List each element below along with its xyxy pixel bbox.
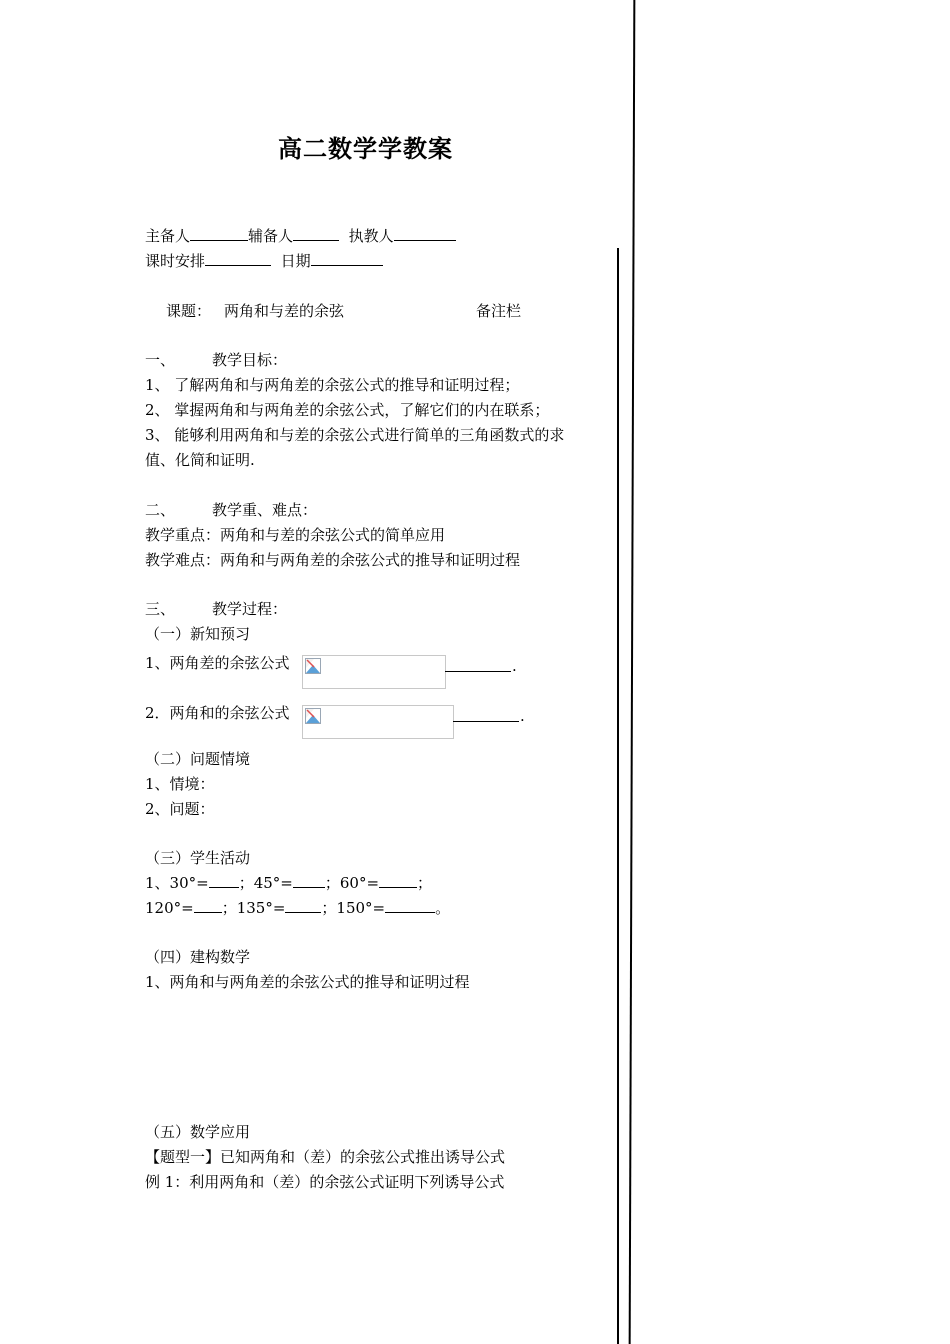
section-2-num: 二、 bbox=[145, 501, 176, 519]
objective-item: 3、 能够利用两角和与差的余弦公式进行简单的三角函数式的求 bbox=[145, 426, 565, 444]
broken-image-icon bbox=[305, 658, 321, 674]
formula-1-end: . bbox=[512, 657, 517, 675]
activity-row-2: 120°= ；135°= ；150°= 。 bbox=[145, 899, 451, 917]
teacher-blank[interactable] bbox=[394, 226, 456, 241]
section-1-heading: 教学目标： bbox=[212, 351, 288, 369]
assistant-preparer-blank[interactable] bbox=[293, 226, 339, 241]
page-edge-line bbox=[629, 0, 635, 1344]
answer-blank[interactable] bbox=[285, 898, 321, 913]
part-5-title: （五）数学应用 bbox=[145, 1123, 251, 1141]
header-line-2 bbox=[145, 251, 383, 271]
part-3-title: （三）学生活动 bbox=[145, 849, 251, 867]
objective-item: 2、 掌握两角和与两角差的余弦公式，了解它们的内在联系； bbox=[145, 401, 550, 419]
formula-2-blank[interactable] bbox=[453, 706, 519, 722]
objective-item: 值、化简和证明. bbox=[145, 451, 255, 469]
date-blank[interactable] bbox=[311, 251, 383, 266]
part-4-title: （四）建构数学 bbox=[145, 948, 251, 966]
activity-row-1: 1、30°= ；45°= ；60°= ； bbox=[145, 874, 433, 892]
schedule-label: 课时安排 bbox=[145, 252, 206, 270]
teacher-label: 执教人 bbox=[348, 227, 394, 245]
answer-blank[interactable] bbox=[379, 873, 417, 888]
difficult-point: 教学难点：两角和与两角差的余弦公式的推导和证明过程 bbox=[145, 551, 521, 569]
topic-value: 两角和与差的余弦 bbox=[224, 302, 345, 320]
formula-2-label: 2．两角和的余弦公式 bbox=[145, 704, 290, 722]
formula-1-image bbox=[302, 655, 446, 689]
page-title: 高二数学学教案 bbox=[278, 134, 453, 163]
answer-blank[interactable] bbox=[293, 873, 325, 888]
date-label: 日期 bbox=[280, 252, 311, 270]
construct-item: 1、两角和与两角差的余弦公式的推导和证明过程 bbox=[145, 973, 470, 991]
section-3-heading: 教学过程： bbox=[212, 600, 288, 618]
notes-label: 备注栏 bbox=[476, 302, 522, 320]
part-2-title: （二）问题情境 bbox=[145, 750, 251, 768]
section-1-num: 一、 bbox=[145, 351, 176, 369]
topic-label: 课题： bbox=[166, 302, 212, 320]
formula-2-end: . bbox=[520, 707, 525, 725]
header-line-1 bbox=[145, 226, 456, 246]
assistant-preparer-label: 辅备人 bbox=[248, 227, 294, 245]
formula-1-blank[interactable] bbox=[445, 656, 511, 672]
section-2-heading: 教学重、难点： bbox=[212, 501, 318, 519]
part-1-title: （一）新知预习 bbox=[145, 625, 251, 643]
main-preparer-label: 主备人 bbox=[145, 227, 191, 245]
example-1: 例 1：利用两角和（差）的余弦公式证明下列诱导公式 bbox=[145, 1173, 505, 1191]
schedule-blank[interactable] bbox=[205, 251, 271, 266]
answer-blank[interactable] bbox=[194, 898, 222, 913]
question-item: 2、问题： bbox=[145, 800, 215, 818]
notes-column-line bbox=[617, 248, 619, 1344]
answer-blank[interactable] bbox=[385, 898, 435, 913]
formula-1-label: 1、两角差的余弦公式 bbox=[145, 654, 290, 672]
situation-item: 1、情境： bbox=[145, 775, 215, 793]
answer-blank[interactable] bbox=[209, 873, 239, 888]
key-point: 教学重点：两角和与差的余弦公式的简单应用 bbox=[145, 526, 446, 544]
problem-type-1: 【题型一】已知两角和（差）的余弦公式推出诱导公式 bbox=[145, 1148, 506, 1166]
section-3-num: 三、 bbox=[145, 600, 176, 618]
broken-image-icon bbox=[305, 708, 321, 724]
main-preparer-blank[interactable] bbox=[190, 226, 248, 241]
formula-2-image bbox=[302, 705, 454, 739]
objective-item: 1、 了解两角和与两角差的余弦公式的推导和证明过程； bbox=[145, 376, 520, 394]
